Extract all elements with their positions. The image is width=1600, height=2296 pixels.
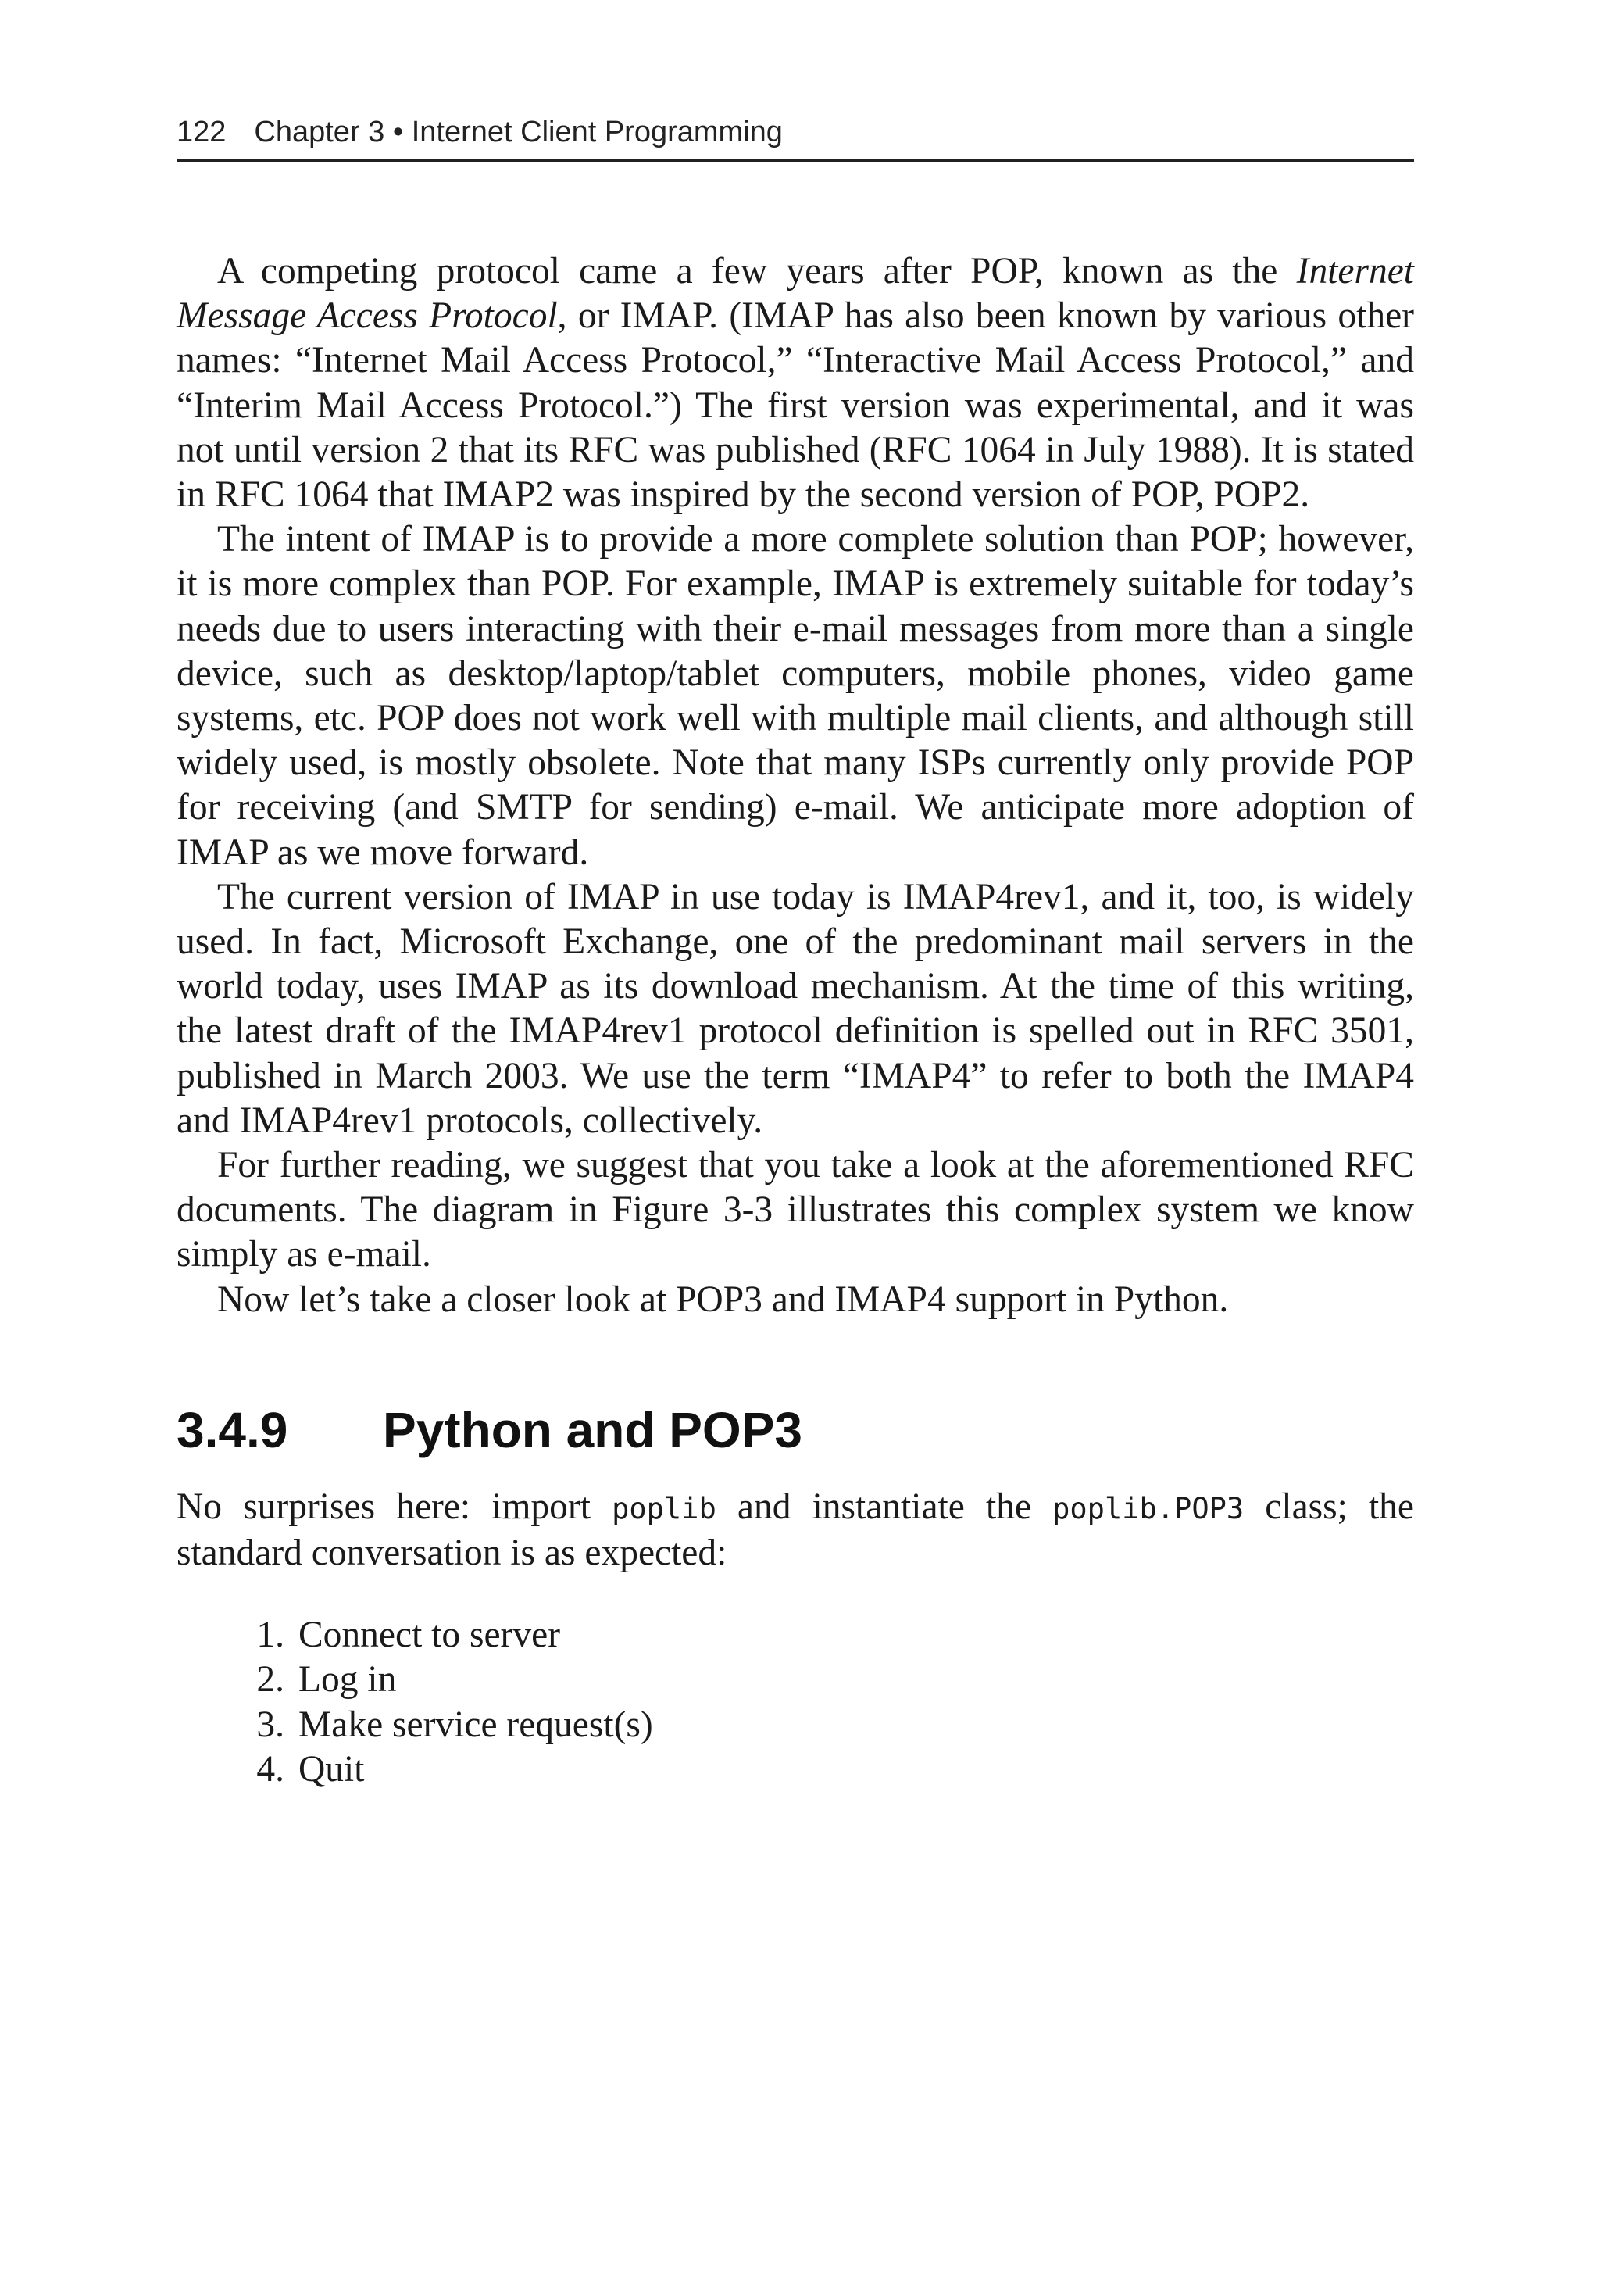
page-number: 122 [177, 116, 227, 148]
header-rule [177, 159, 1414, 162]
intro-text: class; the standard conversation is as expected: [177, 1486, 1415, 1574]
body-text [177, 249, 1414, 1322]
step-number: 3. [256, 1704, 284, 1745]
list-item [177, 1658, 1414, 1702]
list-item [177, 1613, 1414, 1658]
running-header [177, 117, 1414, 159]
step-number: 4. [256, 1748, 284, 1790]
paragraph-transition: Now let’s take a closer look at POP3 and IMAP4 support in Python. [217, 1279, 1229, 1320]
section-intro-paragraph [177, 1485, 1414, 1575]
italic-term: Internet Message Access Protocol [177, 251, 1414, 337]
code-poplib-pop3: poplib.POP3 [1052, 1491, 1245, 1525]
book-page [177, 117, 1414, 1792]
list-item [177, 1747, 1414, 1792]
paragraph-further-reading: For further reading, we suggest that you take a look at the aforementioned RFC documents. The diagram in Figure 3-3 illustrates this complex system we know simply as e-mail. [177, 1145, 1414, 1275]
paragraph-imap-intent: The intent of IMAP is to provide a more complete solution than POP; however, it is more complex than POP. For example, IMAP is extremely suitable for today’s needs due to users interacting with their e-mail messages from more than a single device, such as desktop/laptop/tablet computers, mobile phones, video game systems, etc. POP does not work well with multiple mail clients, and although still widely used, is mostly obsolete. Note that many ISPs currently only provide POP for receiving (and SMTP for sending) e-mail. We anticipate more adoption of IMAP as we move forward. [177, 519, 1414, 873]
step-text: Log in [298, 1659, 397, 1701]
step-number: 1. [256, 1615, 284, 1656]
running-title: Chapter 3 • Internet Client Programming [254, 116, 783, 148]
section-title: Python and POP3 [383, 1401, 802, 1458]
step-text: Make service request(s) [298, 1704, 653, 1745]
step-text: Connect to server [298, 1615, 561, 1656]
section-number: 3.4.9 [177, 1401, 288, 1458]
intro-text: No surprises here: import [177, 1486, 612, 1527]
paragraph-imap-version: The current version of IMAP in use today is IMAP4rev1, and it, too, is widely used. In fact, Microsoft Exchange, one of the predominant mail servers in the world today, uses IMAP as its download mechanism. At the time of this writing, the latest draft of the IMAP4rev1 protocol definition is spelled out in RFC 3501, published in March 2003. We use the term “IMAP4” to refer to both the IMAP4 and IMAP4rev1 protocols, collectively. [177, 876, 1414, 1141]
intro-text: and instantiate the [716, 1486, 1053, 1527]
code-poplib: poplib [612, 1491, 716, 1525]
step-number: 2. [256, 1659, 284, 1701]
list-item [177, 1703, 1414, 1747]
paragraph-imap-history [177, 249, 1414, 517]
paragraph-text: A competing protocol came a few years after POP, known as the [217, 251, 1297, 291]
steps-list [177, 1613, 1414, 1792]
section-heading [177, 1401, 1414, 1458]
paragraph-text: , or IMAP. (IMAP has also been known by various other names: “Internet Mail Access Protocol,” “Interactive Mail Access Protocol,” and “Interim Mail Access Protocol.”) The first version was experimental, and it was not until version 2 that its RFC was published (RFC 1064 in July 1988). It is stated in RFC 1064 that IMAP2 was inspired by the second version of POP, POP2. [177, 295, 1414, 516]
step-text: Quit [298, 1748, 365, 1790]
